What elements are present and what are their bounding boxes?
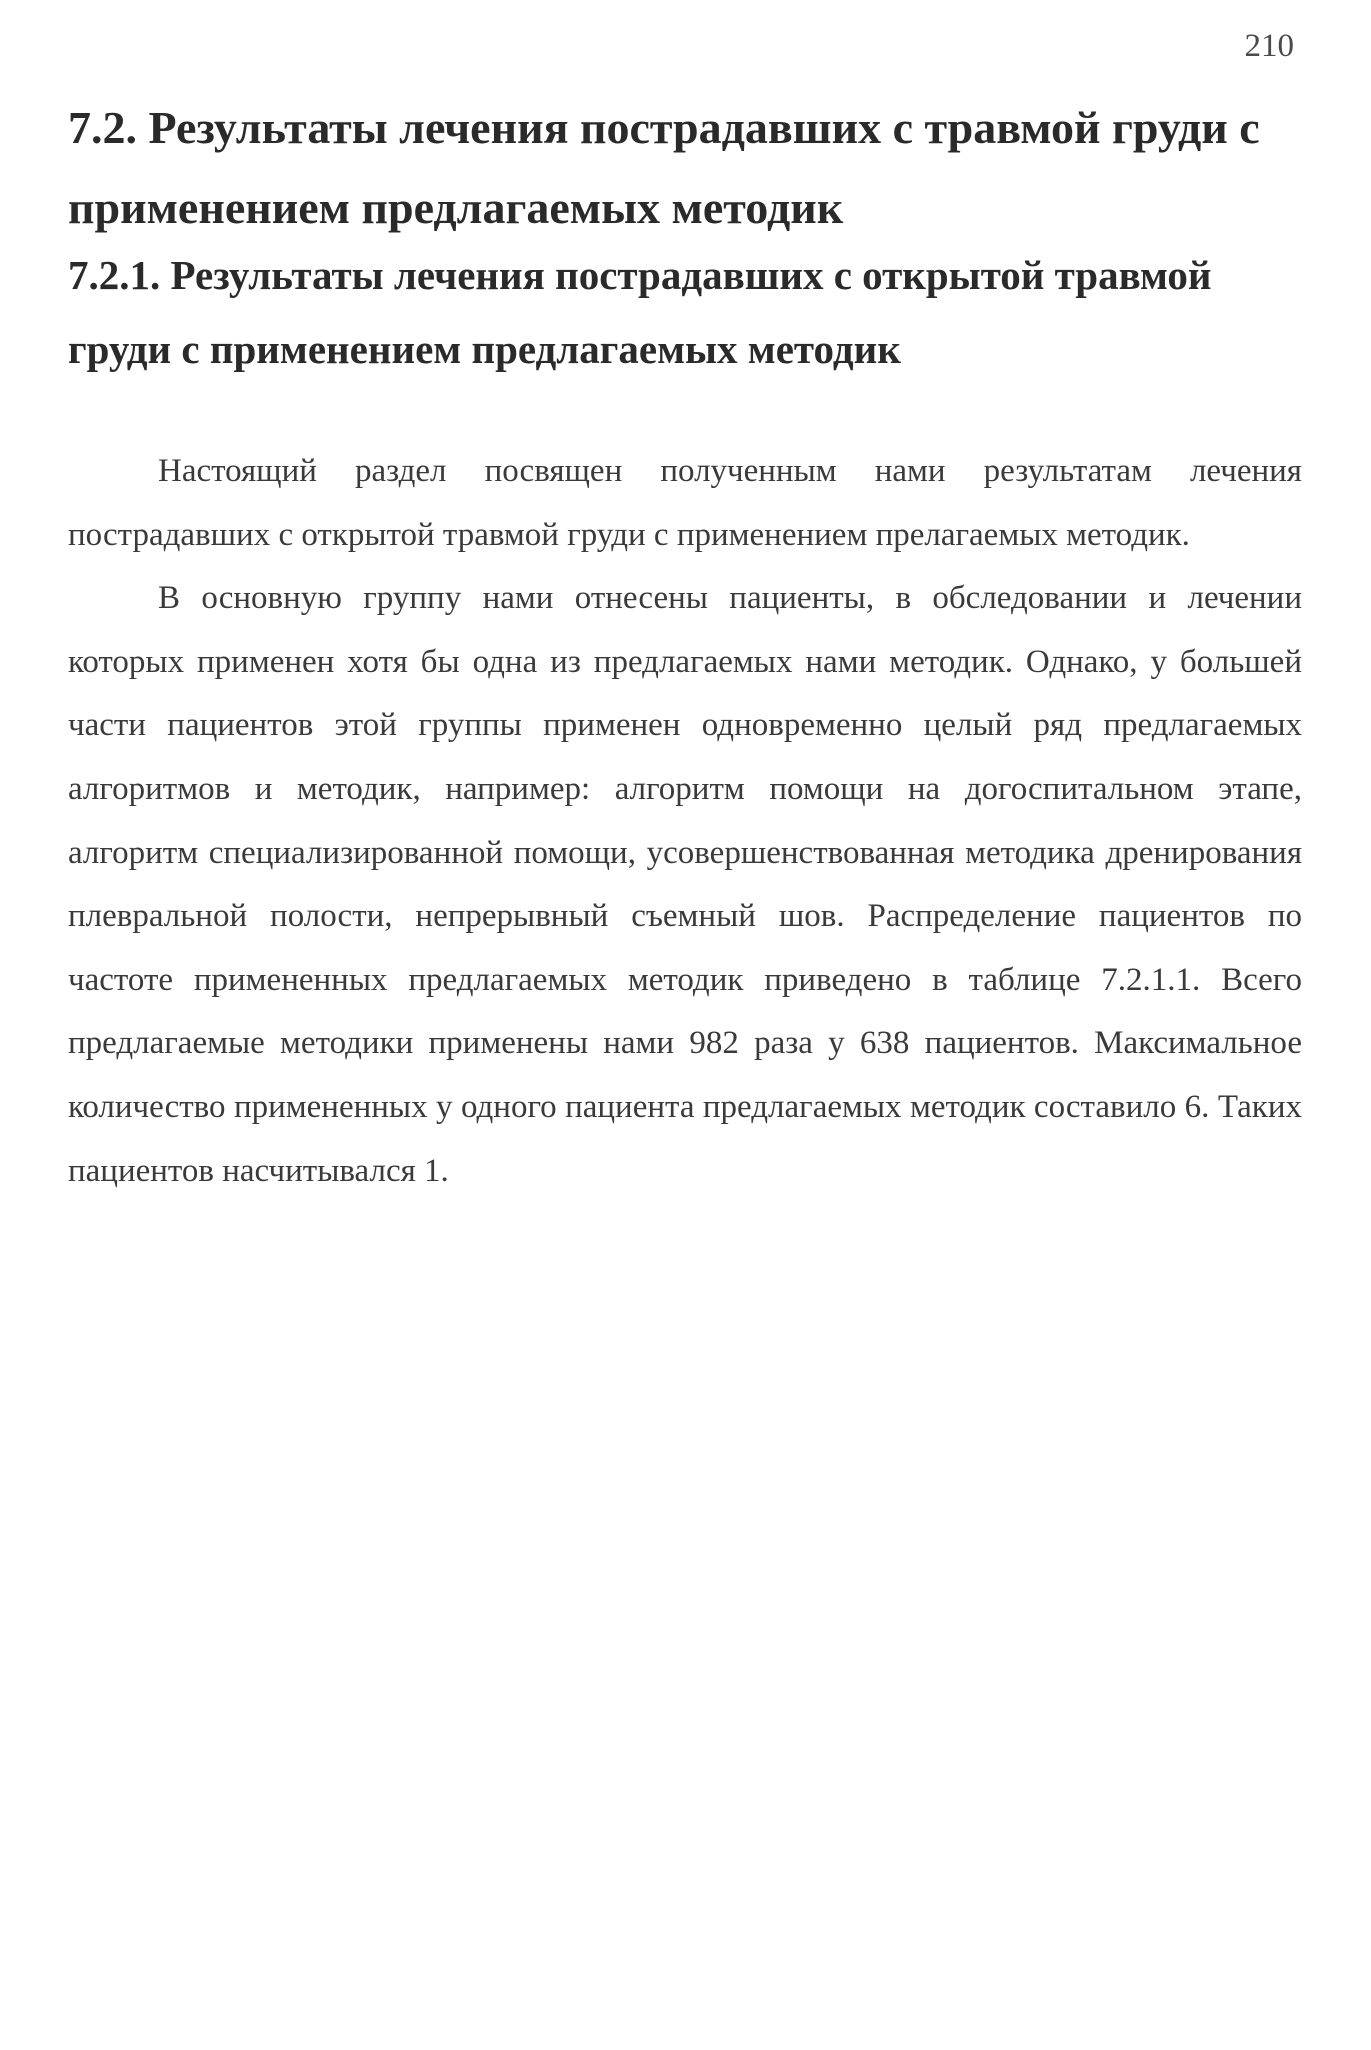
paragraph-main-group: В основную группу нами отнесены пациенты, в обследовании и лечении которых применен хотя бы одна из предлагаемых нами методик. Однако, у большей части пациентов этой группы применен одновременно целый ряд предлагаемых алгоритмов и методик, например: алгоритм помощи на догоспитальном этапе, алгоритм специализированной помощи, усовершенствованная методика дренирования плевральной полости, непрерывный съемный шов. Распределение пациентов по частоте примененных предлагаемых методик приведено в таблице 7.2.1.1. Всего предлагаемые методики применены нами 982 раза у 638 пациентов. Максимальное количество примененных у одного пациента предлагаемых методик составило 6. Таких пациентов насчитывался 1. (68, 580, 1302, 1189)
section-heading: 7.2. Результаты лечения пострадавших с травмой груди с применением предлагаемых методик (68, 102, 1260, 233)
body-text (68, 440, 1302, 1203)
subsection-heading: 7.2.1. Результаты лечения пострадавших с открытой травмой груди с применением предлагаемых методик (68, 252, 1212, 372)
paragraph-intro: Настоящий раздел посвящен полученным нами результатам лечения пострадавших с открытой травмой груди с применением прелагаемых методик. (68, 453, 1302, 553)
page-number: 210 (1244, 28, 1294, 64)
